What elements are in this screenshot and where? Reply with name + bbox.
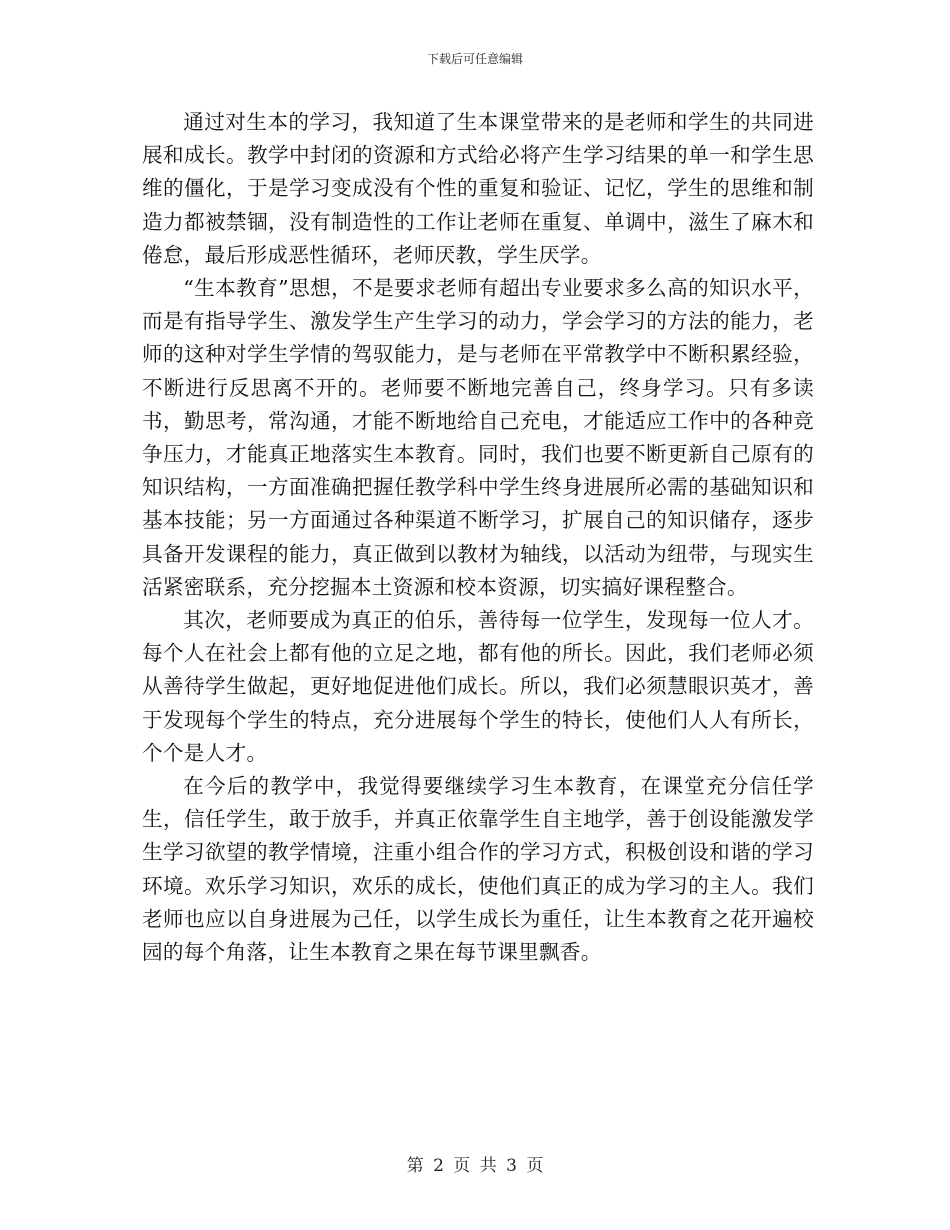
page-header-note: 下载后可任意编辑 (426, 52, 523, 66)
page-number: 第 2 页 共 3 页 (406, 1156, 544, 1176)
paragraph: 其次，老师要成为真正的伯乐，善待每一位学生，发现每一位人才。每个人在社会上都有他的立足之地，都有他的所长。因此，我们老师必须从善待学生做起，更好地促进他们成长。所以，我们必须慧眼识英才，善于发现每个学生的特点，充分进展每个学生的特长，使他们人人有所长，个个是人才。 (142, 608, 814, 765)
paragraph: “生本教育”思想，不是要求老师有超出专业要求多么高的知识水平，而是有指导学生、激发学生产生学习的动力，学会学习的方法的能力，老师的这种对学生学情的驾驭能力，是与老师在平常教学中不断积累经验，不断进行反思离不开的。老师要不断地完善自己，终身学习。只有多读书，勤思考，常沟通，才能不断地给自己充电，才能适应工作中的各种竞争压力，才能真正地落实生本教育。同时，我们也要不断更新自己原有的知识结构，一方面准确把握任教学科中学生终身进展所必需的基础知识和基本技能；另一方面通过各种渠道不断学习，扩展自己的知识储存，逐步具备开发课程的能力，真正做到以教材为轴线，以活动为纽带，与现实生活紧密联系，充分挖掘本土资源和校本资源，切实搞好课程整合。 (142, 276, 814, 599)
paragraph: 在今后的教学中，我觉得要继续学习生本教育，在课堂充分信任学生，信任学生，敢于放手，并真正依靠学生自主地学，善于创设能激发学生学习欲望的教学情境，注重小组合作的学习方式，积极创设和谐的学习环境。欢乐学习知识，欢乐的成长，使他们真正的成为学习的主人。我们老师也应以自身进展为己任，以学生成长为重任，让生本教育之花开遍校园的每个角落，让生本教育之果在每节课里飘香。 (142, 774, 814, 965)
document-body (142, 106, 814, 969)
paragraph: 通过对生本的学习，我知道了生本课堂带来的是老师和学生的共同进展和成长。教学中封闭的资源和方式给必将产生学习结果的单一和学生思维的僵化，于是学习变成没有个性的重复和验证、记忆，学生的思维和制造力都被禁锢，没有制造性的工作让老师在重复、单调中，滋生了麻木和倦怠，最后形成恶性循环，老师厌教，学生厌学。 (142, 110, 814, 267)
